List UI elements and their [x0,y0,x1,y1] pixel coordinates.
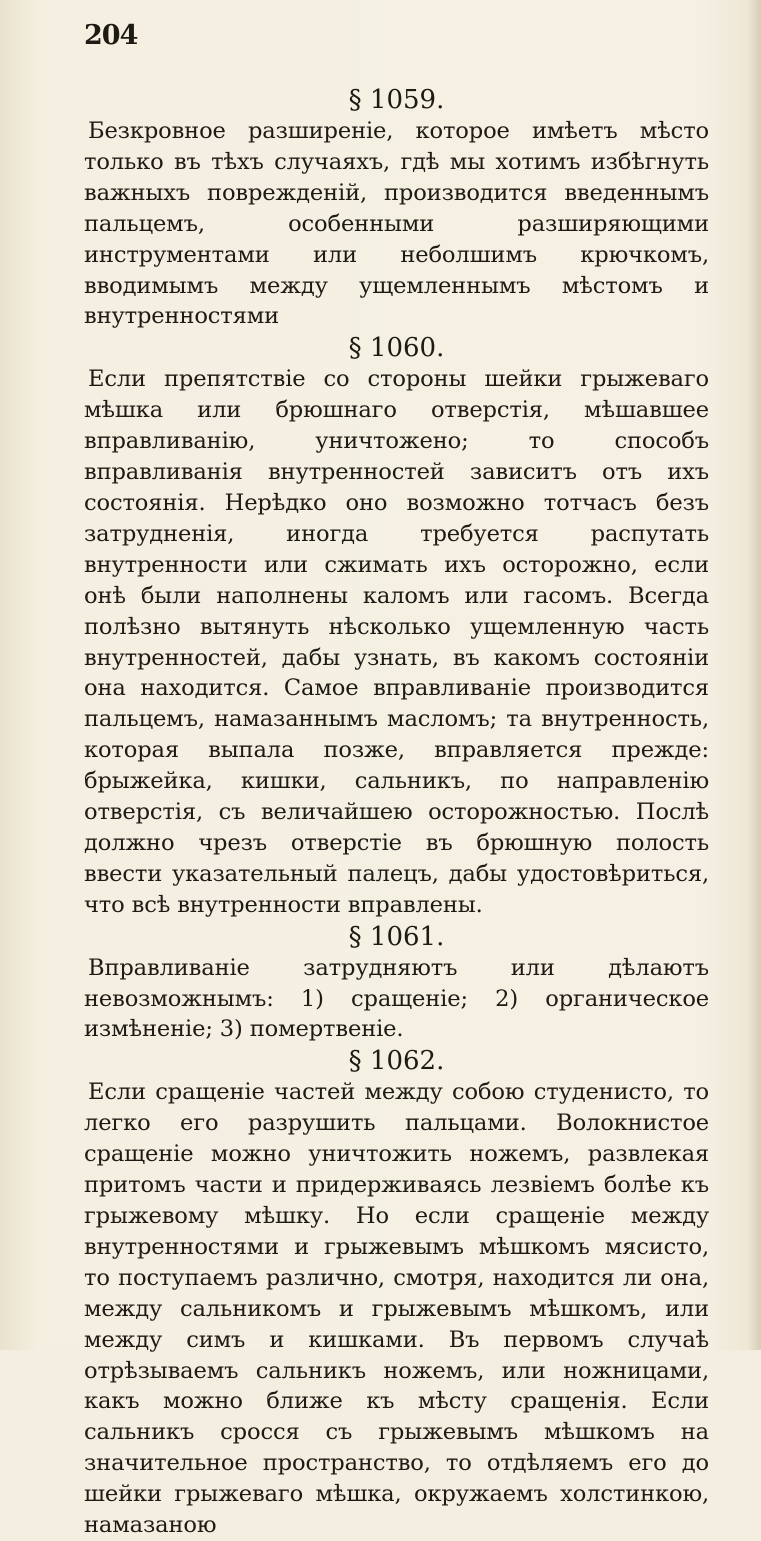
section-heading-1059: § 1059. [348,85,445,115]
page-number: 204 [84,20,138,51]
section-text-1059: Безкровное разширеніе, которое имѣетъ мѣсто только въ тѣхъ случаяхъ, гдѣ мы хотимъ избѣгнуть важныхъ поврежденій, производится введеннымъ пальцемъ, особенными разширяющими инструментами или неболшимъ крючкомъ, вводимымъ между ущемленнымъ мѣстомъ и внутренностями [84,118,709,330]
section-heading-1061: § 1061. [348,921,445,952]
section-text-1062: Если сращеніе частей между собою студенисто, то легко его разрушить пальцами. Волокнистое сращеніе можно уничтожить ножемъ, развлекая притомъ части и придерживаясь лезвіемъ болѣе къ грыжевому мѣшку. Но если сращеніе между внутренностями и грыжевымъ мѣшкомъ мясисто, то поступаемъ различно, смотря, находится ли она, между сальникомъ и грыжевымъ мѣшкомъ, или между симъ и кишками. Въ первомъ случаѣ отрѣзываемъ сальникъ ножемъ, или ножницами, какъ можно ближе къ мѣсту сращенія. Если сальникъ сросся съ грыжевымъ мѣшкомъ на значительное пространство, то отдѣляемъ его до шейки грыжеваго мѣшка, окружаемъ холстинкою, намазаною [84,1079,709,1539]
section-text-1060: Если препятствіе со стороны шейки грыжеваго мѣшка или брюшнаго отверстія, мѣшавшее вправливанію, уничтожено; то способъ вправливанія внутренностей зависитъ отъ ихъ состоянія. Нерѣдко оно возможно тотчасъ безъ затрудненія, иногда требуется распутать внутренности или сжимать ихъ осторожно, если онѣ были наполнены каломъ или гасомъ. Всегда полѣзно вытянуть нѣсколько ущемленную часть внутренностей, дабы узнать, въ какомъ состояніи она находится. Самое вправливаніе производится пальцемъ, намазаннымъ масломъ; та внутренность, которая выпала позже, вправляется прежде: брыжейка, кишки, сальникъ, по направленію отверстія, съ величайшею осторожностью. Послѣ должно чрезъ отверстіе въ брюшную полость ввести указательный палецъ, дабы удостовѣриться, что всѣ внутренности вправлены. [84,366,709,918]
section-text-1061: Вправливаніе затрудняютъ или дѣлаютъ невозможнымъ: 1) сращеніе; 2) органическое измѣненіе; 3) помертвеніе. [84,954,709,1043]
page-body [84,84,709,1541]
section-heading-1060: § 1060. [348,333,445,364]
page-edge-shadow [747,0,761,1350]
section-heading-1062: § 1062. [348,1046,445,1077]
